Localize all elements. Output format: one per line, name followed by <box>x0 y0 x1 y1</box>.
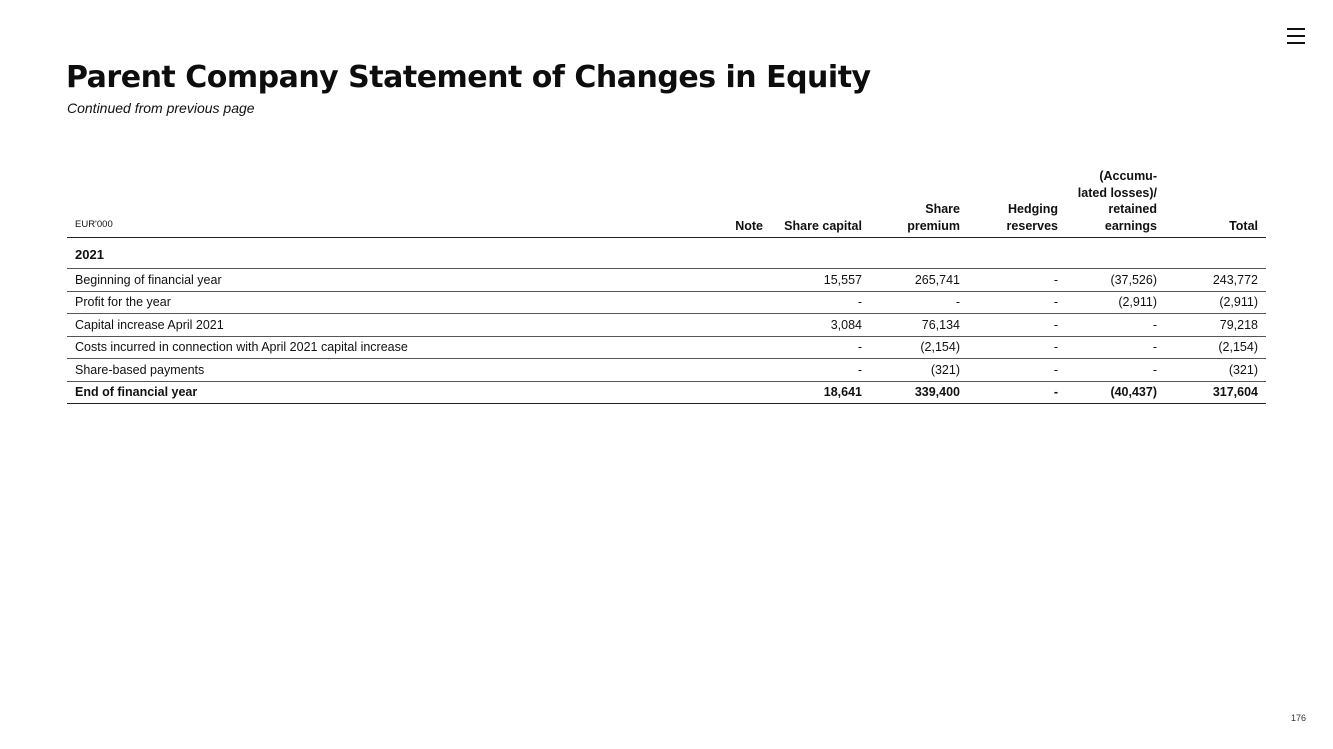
retained-earnings-cell: - <box>1066 336 1165 359</box>
share-premium-cell: - <box>870 291 968 314</box>
table-row <box>67 359 1266 382</box>
share-capital-cell: - <box>771 291 870 314</box>
table-row <box>67 336 1266 359</box>
total-cell: (2,911) <box>1165 291 1266 314</box>
note-cell <box>697 291 771 314</box>
note-cell <box>697 314 771 337</box>
total-cell: 317,604 <box>1165 381 1266 404</box>
hedging-reserves-cell: - <box>968 314 1066 337</box>
hedging-reserves-cell: - <box>968 359 1066 382</box>
row-label: End of financial year <box>67 381 697 404</box>
share-capital-cell: 15,557 <box>771 269 870 292</box>
share-premium-header: Share premium <box>870 168 968 238</box>
retained-earnings-cell: (37,526) <box>1066 269 1165 292</box>
row-label: Beginning of financial year <box>67 269 697 292</box>
note-cell <box>697 336 771 359</box>
note-cell <box>697 269 771 292</box>
share-premium-cell: 265,741 <box>870 269 968 292</box>
retained-earnings-cell: (2,911) <box>1066 291 1165 314</box>
equity-table <box>67 168 1266 404</box>
row-label: Share-based payments <box>67 359 697 382</box>
note-header: Note <box>697 168 771 238</box>
page-number: 176 <box>1290 713 1306 723</box>
share-capital-cell: - <box>771 336 870 359</box>
share-capital-cell: 18,641 <box>771 381 870 404</box>
currency-unit-header: EUR'000 <box>67 168 697 238</box>
hedging-reserves-header: Hedging reserves <box>968 168 1066 238</box>
retained-earnings-cell: (40,437) <box>1066 381 1165 404</box>
share-capital-cell: - <box>771 359 870 382</box>
share-premium-cell: 76,134 <box>870 314 968 337</box>
total-row <box>67 381 1266 404</box>
retained-earnings-cell: - <box>1066 359 1165 382</box>
share-premium-cell: (321) <box>870 359 968 382</box>
total-cell: 243,772 <box>1165 269 1266 292</box>
table-row <box>67 314 1266 337</box>
total-cell: 79,218 <box>1165 314 1266 337</box>
retained-earnings-cell: - <box>1066 314 1165 337</box>
year-row <box>67 238 1266 269</box>
total-header: Total <box>1165 168 1266 238</box>
row-label: Costs incurred in connection with April 2021 capital increase <box>67 336 697 359</box>
row-label: Profit for the year <box>67 291 697 314</box>
retained-earnings-header: (Accumu- lated losses)/ retained earnings <box>1066 168 1165 238</box>
total-cell: (2,154) <box>1165 336 1266 359</box>
hedging-reserves-cell: - <box>968 291 1066 314</box>
table-row <box>67 291 1266 314</box>
note-cell <box>697 381 771 404</box>
hedging-reserves-cell: - <box>968 381 1066 404</box>
page-subtitle: Continued from previous page <box>67 100 255 116</box>
share-capital-cell: 3,084 <box>771 314 870 337</box>
hamburger-menu-icon[interactable] <box>1286 26 1306 46</box>
note-cell <box>697 359 771 382</box>
table-body <box>67 238 1266 404</box>
hedging-reserves-cell: - <box>968 336 1066 359</box>
share-premium-cell: 339,400 <box>870 381 968 404</box>
total-cell: (321) <box>1165 359 1266 382</box>
hedging-reserves-cell: - <box>968 269 1066 292</box>
page-title: Parent Company Statement of Changes in Equity <box>66 60 871 95</box>
table-row <box>67 269 1266 292</box>
table-header-row <box>67 168 1266 238</box>
share-capital-header: Share capital <box>771 168 870 238</box>
year-label: 2021 <box>67 238 1266 269</box>
share-premium-cell: (2,154) <box>870 336 968 359</box>
row-label: Capital increase April 2021 <box>67 314 697 337</box>
